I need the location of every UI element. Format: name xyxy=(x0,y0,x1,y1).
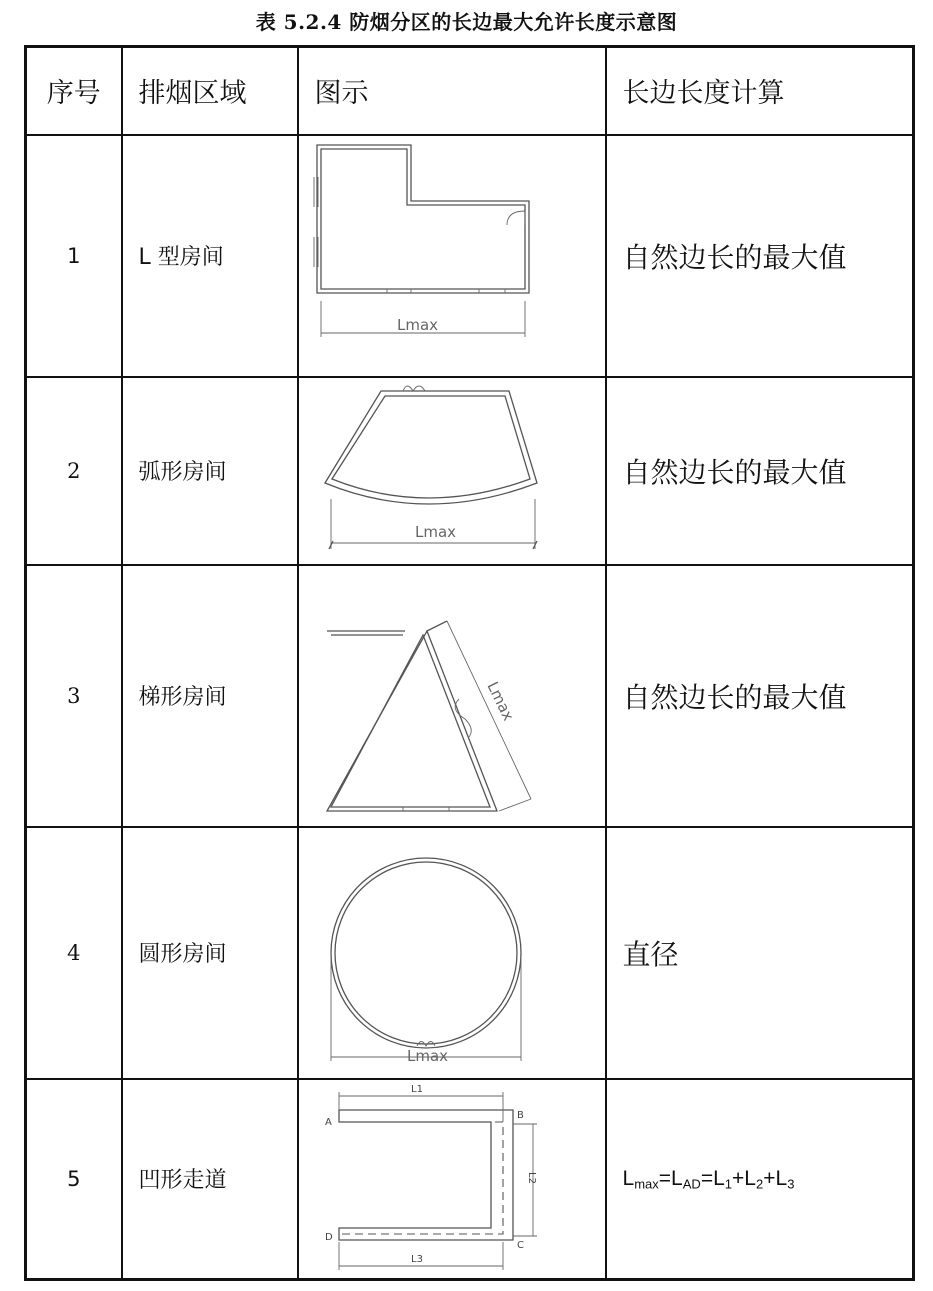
table-row xyxy=(26,565,914,827)
row-calc: 直径 xyxy=(606,827,914,1079)
table-row xyxy=(26,827,914,1079)
row-figure xyxy=(298,1079,606,1280)
l2-label: L2 xyxy=(525,1172,537,1185)
row-figure xyxy=(298,565,606,827)
table-row xyxy=(26,377,914,565)
row-area: 凹形走道 xyxy=(122,1079,298,1280)
header-row xyxy=(26,47,914,135)
row-figure xyxy=(298,377,606,565)
l3-label: L3 xyxy=(410,1254,423,1266)
corridor-diagram xyxy=(299,1080,605,1277)
point-b-label: B xyxy=(516,1110,524,1122)
circle-room-diagram xyxy=(299,829,605,1077)
row-area: L 型房间 xyxy=(122,135,298,377)
l1-label: L1 xyxy=(410,1084,423,1096)
table-row xyxy=(26,1079,914,1280)
lmax-formula: $L_{max}=L_{AD}=L_1+L_2+L_3$ xyxy=(622,1166,795,1191)
row-no: 5 xyxy=(26,1079,122,1280)
smoke-zone-table xyxy=(24,45,915,1281)
row-figure xyxy=(298,135,606,377)
l-room-diagram xyxy=(299,137,605,375)
arc-room-diagram xyxy=(299,379,605,563)
row-calc: 自然边长的最大值 xyxy=(606,377,914,565)
row-figure xyxy=(298,827,606,1079)
row-area: 梯形房间 xyxy=(122,565,298,827)
row-area: 圆形房间 xyxy=(122,827,298,1079)
lmax-label: Lmax xyxy=(396,315,438,334)
row-calc xyxy=(606,1079,914,1280)
point-d-label: D xyxy=(324,1232,333,1244)
trapezoid-room-diagram xyxy=(299,567,605,825)
header-area: 排烟区域 xyxy=(122,47,298,135)
table-caption: 表 5.2.4 防烟分区的长边最大允许长度示意图 xyxy=(255,10,678,34)
point-a-label: A xyxy=(324,1117,332,1129)
header-no: 序号 xyxy=(26,47,122,135)
lmax-label: Lmax xyxy=(482,678,518,724)
row-no: 3 xyxy=(26,565,122,827)
row-area: 弧形房间 xyxy=(122,377,298,565)
lmax-label: Lmax xyxy=(414,522,456,541)
lmax-label: Lmax xyxy=(406,1046,448,1065)
point-c-label: C xyxy=(516,1240,524,1252)
row-no: 4 xyxy=(26,827,122,1079)
row-calc: 自然边长的最大值 xyxy=(606,135,914,377)
header-figure: 图示 xyxy=(298,47,606,135)
table-row xyxy=(26,135,914,377)
row-no: 2 xyxy=(26,377,122,565)
row-no: 1 xyxy=(26,135,122,377)
row-calc: 自然边长的最大值 xyxy=(606,565,914,827)
header-calc: 长边长度计算 xyxy=(606,47,914,135)
